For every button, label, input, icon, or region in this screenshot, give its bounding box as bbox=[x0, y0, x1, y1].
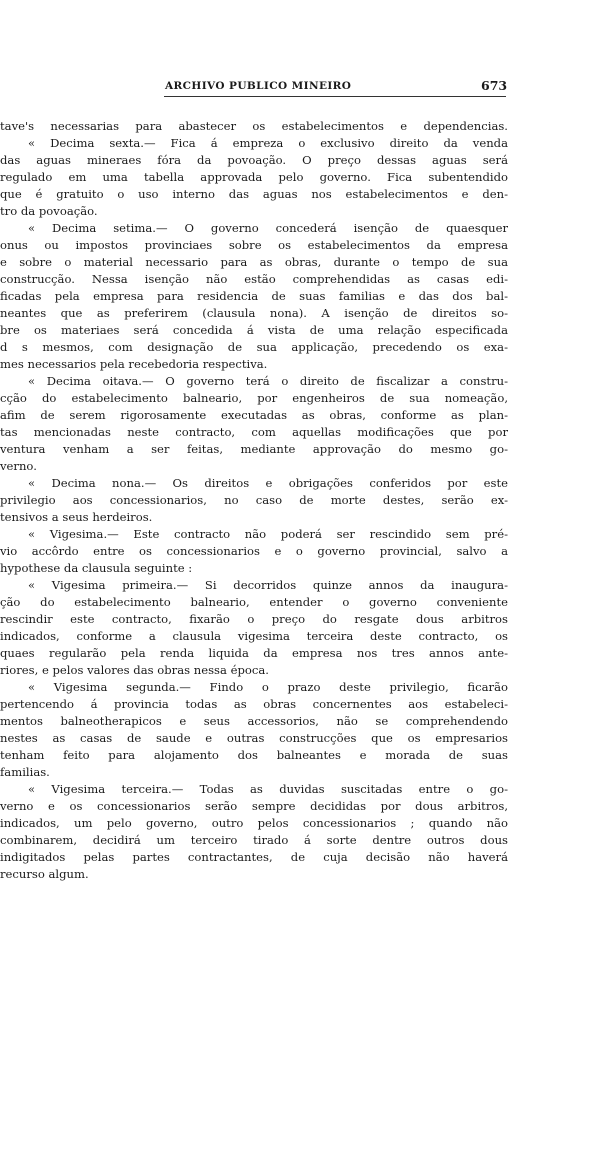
text-line: neantes que as preferirem (clausula nona). A isenção de direitos so- bbox=[0, 306, 508, 320]
text-line: privilegio aos concessionarios, no caso de morte destes, serão ex- bbox=[0, 493, 508, 507]
text-line: quaes regularão pela renda liquida da empresa nos tres annos ante- bbox=[0, 646, 508, 660]
text-line: indigitados pelas partes contractantes, de cuja decisão não haverá bbox=[0, 850, 508, 864]
text-line: construcção. Nessa isenção não estão comprehendidas as casas edi- bbox=[0, 272, 508, 286]
text-line: « Vigesima segunda.— Findo o prazo deste privilegio, ficarão bbox=[28, 680, 508, 694]
text-line: tenham feito para alojamento dos balneantes e morada de suas bbox=[0, 748, 508, 762]
text-line: « Decima nona.— Os direitos e obrigações conferidos por este bbox=[28, 476, 508, 490]
text-line: « Decima setima.— O governo concederá isenção de quaesquer bbox=[28, 221, 508, 235]
text-line: riores, e pelos valores das obras nessa época. bbox=[0, 663, 269, 677]
text-line: ção do estabelecimento balneario, entender o governo conveniente bbox=[0, 595, 508, 609]
text-line: mes necessarios pela recebedoria respectiva. bbox=[0, 357, 268, 371]
text-line: verno e os concessionarios serão sempre decididas por dous arbitros, bbox=[0, 799, 508, 813]
body-text bbox=[0, 118, 508, 883]
text-line: indicados, um pelo governo, outro pelos concessionarios ; quando não bbox=[0, 816, 508, 830]
text-line: pertencendo á provincia todas as obras concernentes aos estabeleci- bbox=[0, 697, 508, 711]
text-line: « Decima sexta.— Fica á empreza o exclusivo direito da venda bbox=[28, 136, 508, 150]
text-line: ventura venham a ser feitas, mediante approvação do mesmo go- bbox=[0, 442, 508, 456]
text-line: recurso algum. bbox=[0, 867, 89, 881]
text-line: combinarem, decidirá um terceiro tirado á sorte dentre outros dous bbox=[0, 833, 508, 847]
text-line: que é gratuito o uso interno das aguas nos estabelecimentos e den- bbox=[0, 187, 508, 201]
text-line: tro da povoação. bbox=[0, 204, 98, 218]
text-line: tensivos a seus herdeiros. bbox=[0, 510, 153, 524]
text-line: nestes as casas de saude e outras construcções que os empresarios bbox=[0, 731, 508, 745]
text-line: bre os materiaes será concedida á vista de uma relação especificada bbox=[0, 323, 508, 337]
text-line: hypothese da clausula seguinte : bbox=[0, 561, 193, 575]
running-head: ARCHIVO PUBLICO MINEIRO bbox=[165, 80, 352, 92]
text-line: tas mencionadas neste contracto, com aquellas modificações que por bbox=[0, 425, 508, 439]
text-line: mentos balneotherapicos e seus accessorios, não se comprehendendo bbox=[0, 714, 508, 728]
text-line: « Vigesima.— Este contracto não poderá ser rescindido sem pré- bbox=[28, 527, 508, 541]
text-line: indicados, conforme a clausula vigesima terceira deste contracto, os bbox=[0, 629, 508, 643]
text-line: tave's necessarias para abastecer os estabelecimentos e dependencias. bbox=[0, 119, 508, 133]
text-line: e sobre o material necessario para as obras, durante o tempo de sua bbox=[0, 255, 508, 269]
text-line: vio accôrdo entre os concessionarios e o governo provincial, salvo a bbox=[0, 544, 508, 558]
text-line: verno. bbox=[0, 459, 37, 473]
text-line: « Decima oitava.— O governo terá o direito de fiscalizar a constru- bbox=[28, 374, 508, 388]
text-line: rescindir este contracto, fixarão o preço do resgate dous arbitros bbox=[0, 612, 508, 626]
page-header bbox=[0, 78, 613, 98]
text-line: das aguas mineraes fóra da povoação. O preço dessas aguas será bbox=[0, 153, 508, 167]
text-line: d s mesmos, com designação de sua applicação, precedendo os exa- bbox=[0, 340, 508, 354]
text-line: onus ou impostos provinciaes sobre os estabelecimentos da empresa bbox=[0, 238, 508, 252]
text-line: « Vigesima primeira.— Si decorridos quinze annos da inaugura- bbox=[28, 578, 508, 592]
header-rule bbox=[164, 96, 506, 97]
text-line: familias. bbox=[0, 765, 50, 779]
text-line: afim de serem rigorosamente executadas as obras, conforme as plan- bbox=[0, 408, 508, 422]
text-line: « Vigesima terceira.— Todas as duvidas suscitadas entre o go- bbox=[28, 782, 508, 796]
text-line: regulado em uma tabella approvada pelo governo. Fica subentendido bbox=[0, 170, 508, 184]
text-line: cção do estabelecimento balneario, por engenheiros de sua nomeação, bbox=[0, 391, 508, 405]
text-line: ficadas pela empresa para residencia de suas familias e das dos bal- bbox=[0, 289, 508, 303]
page-number: 673 bbox=[481, 78, 508, 93]
